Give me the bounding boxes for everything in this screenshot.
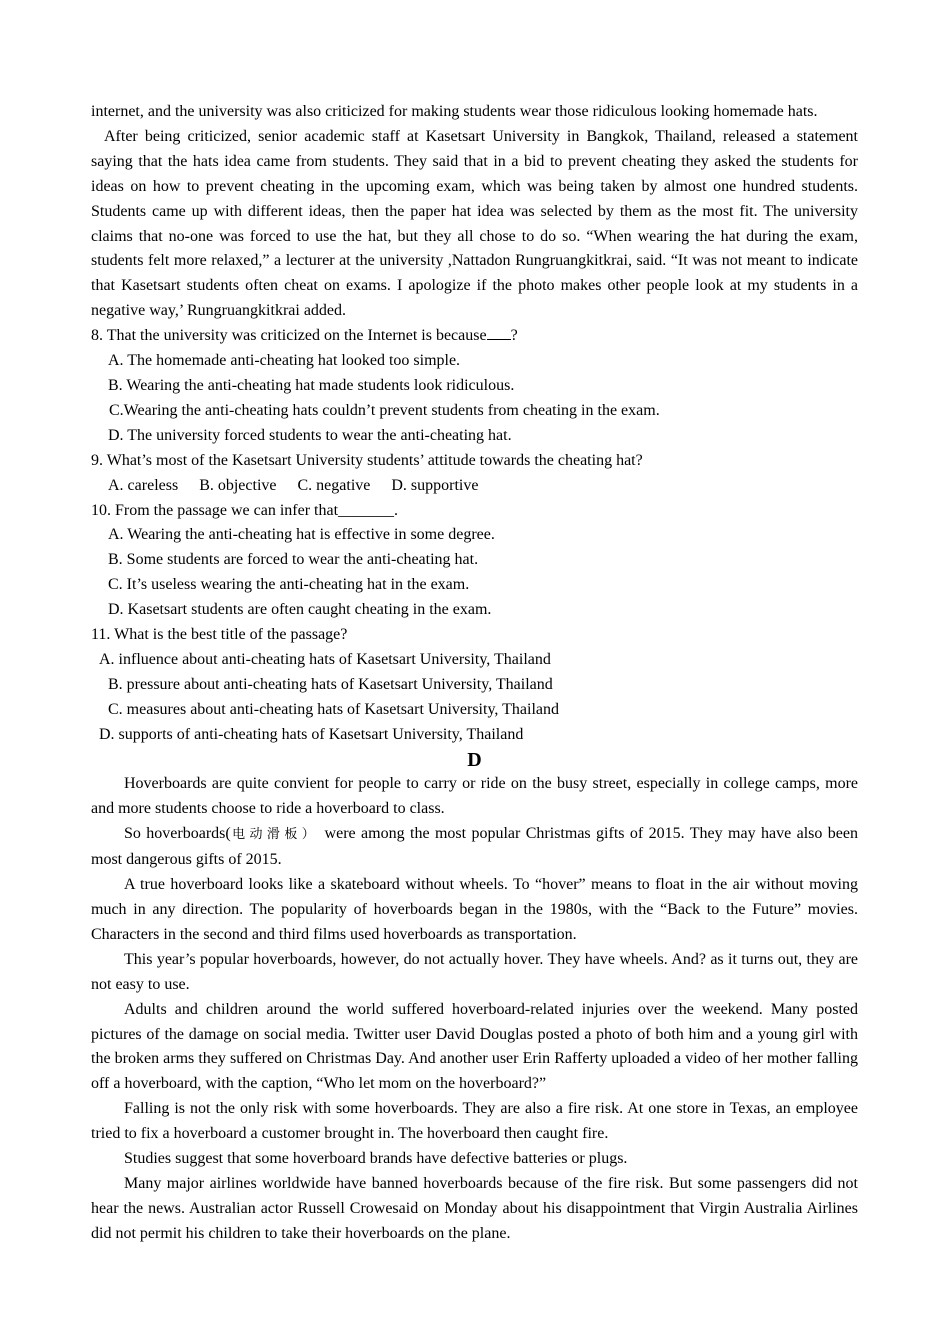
chinese-gloss: 电动滑板） bbox=[230, 827, 320, 843]
passage-d-paragraph-6: Falling is not the only risk with some hoverboards. They are also a fire risk. At one store in Texas, an employee tried to fix a hoverboard a customer brought in. The hoverboard then caught fire. bbox=[91, 1100, 858, 1143]
question-9-option-a: A. careless bbox=[108, 476, 179, 494]
question-11 bbox=[91, 623, 858, 748]
question-8-option-a: A. The homemade anti-cheating hat looked too simple. bbox=[108, 352, 461, 370]
passage-d-paragraph-2-end: were among the most popular Christmas gifts of 2015. They may have also been most dangerous gifts of 2015. bbox=[91, 825, 858, 869]
question-8-option-d: D. The university forced students to wear the anti-cheating hat. bbox=[108, 426, 512, 444]
question-8-option-b: B. Wearing the anti-cheating hat made students look ridiculous. bbox=[108, 376, 515, 394]
passage-c-paragraph-end: internet, and the university was also criticized for making students wear those ridiculous looking homemade hats. bbox=[91, 103, 818, 120]
question-9-stem: 9. What’s most of the Kasetsart University students’ attitude towards the cheating hat? bbox=[91, 451, 643, 469]
question-8-stem-text: 8. That the university was criticized on the Internet is because bbox=[91, 327, 487, 345]
question-9-options bbox=[91, 474, 858, 499]
question-8 bbox=[91, 324, 858, 449]
question-9-option-d: D. supportive bbox=[391, 476, 479, 494]
document-page bbox=[91, 100, 858, 1247]
question-11-option-a: A. influence about anti-cheating hats of Kasetsart University, Thailand bbox=[99, 650, 551, 668]
passage-d-paragraph-2-start: So hoverboards( bbox=[124, 825, 231, 843]
passage-d-paragraph-3: A true hoverboard looks like a skateboard without wheels. To “hover” means to float in the air without moving much in any direction. The popularity of hoverboards began in the 1980s, with the “Back to the Future” movies. Characters in the second and third films used hoverboards as transportation. bbox=[91, 876, 858, 943]
passage-d-paragraph-4: This year’s popular hoverboards, however, do not actually hover. They have wheels. And? as it turns out, they are not easy to use. bbox=[91, 950, 858, 993]
passage-d-paragraph-7: Studies suggest that some hoverboard brands have defective batteries or plugs. bbox=[124, 1150, 628, 1168]
question-11-option-d: D. supports of anti-cheating hats of Kasetsart University, Thailand bbox=[99, 725, 524, 743]
section-d-heading: D bbox=[467, 748, 482, 771]
answer-blank bbox=[487, 325, 511, 340]
question-10-option-c: C. It’s useless wearing the anti-cheating hat in the exam. bbox=[108, 576, 470, 594]
question-11-stem: 11. What is the best title of the passage? bbox=[91, 626, 348, 644]
passage-d-paragraph-1: Hoverboards are quite convient for people to carry or ride on the busy street, especially in college camps, more and more students choose to ride a hoverboard to class. bbox=[91, 775, 858, 818]
question-10-option-a: A. Wearing the anti-cheating hat is effective in some degree. bbox=[108, 526, 495, 544]
question-10-option-d: D. Kasetsart students are often caught cheating in the exam. bbox=[108, 601, 492, 619]
question-8-stem bbox=[91, 324, 858, 349]
passage-c-paragraph-2: After being criticized, senior academic staff at Kasetsart University in Bangkok, Thailand, released a statement saying that the hats idea came from students. They said that in a bid to prevent cheating they asked the students for ideas on how to prevent cheating in the upcoming exam, which was being taken by almost one hundred students. Students came up with different ideas, then the paper hat idea was selected by them as the most fit. The university claims that no-one was forced to use the hat, but they all chose to do so. “When wearing the hat during the exam, students felt more relaxed,” a lecturer at the university ,Nattadon Rungruangkitkrai, said. “It was not meant to indicate that Kasetsart students often cheat on exams. I apologize if the photo makes other people look at my students in a negative way,’ Rungruangkitkrai added. bbox=[91, 127, 858, 320]
question-10 bbox=[91, 499, 858, 624]
question-9 bbox=[91, 449, 858, 499]
question-9-option-c: C. negative bbox=[297, 476, 371, 494]
passage-d-paragraph-8: Many major airlines worldwide have banned hoverboards because of the fire risk. But some passengers did not hear the news. Australian actor Russell Crowesaid on Monday about his disappointment that Virgin Australia Airlines did not permit his children to take their hoverboards on the plane. bbox=[91, 1174, 858, 1242]
question-11-option-c: C. measures about anti-cheating hats of Kasetsart University, Thailand bbox=[108, 700, 559, 718]
question-11-option-b: B. pressure about anti-cheating hats of Kasetsart University, Thailand bbox=[108, 675, 553, 693]
question-8-stem-end: ? bbox=[510, 327, 518, 345]
question-9-option-b: B. objective bbox=[199, 476, 277, 494]
passage-d-paragraph-5: Adults and children around the world suffered hoverboard-related injuries over the weekend. Many posted pictures of the damage on social media. Twitter user David Douglas posted a photo of both him and a young girl with the broken arms they suffered on Christmas Day. And another user Erin Rafferty uploaded a video of her mother falling off a hoverboard, with the caption, “Who let mom on the hoverboard?” bbox=[91, 1000, 858, 1093]
question-10-stem: 10. From the passage we can infer that_______. bbox=[91, 501, 399, 519]
passage-d-paragraph-2 bbox=[91, 822, 858, 873]
question-10-option-b: B. Some students are forced to wear the anti-cheating hat. bbox=[108, 551, 479, 569]
question-8-option-c: C.Wearing the anti-cheating hats couldn’t prevent students from cheating in the exam. bbox=[109, 401, 660, 419]
